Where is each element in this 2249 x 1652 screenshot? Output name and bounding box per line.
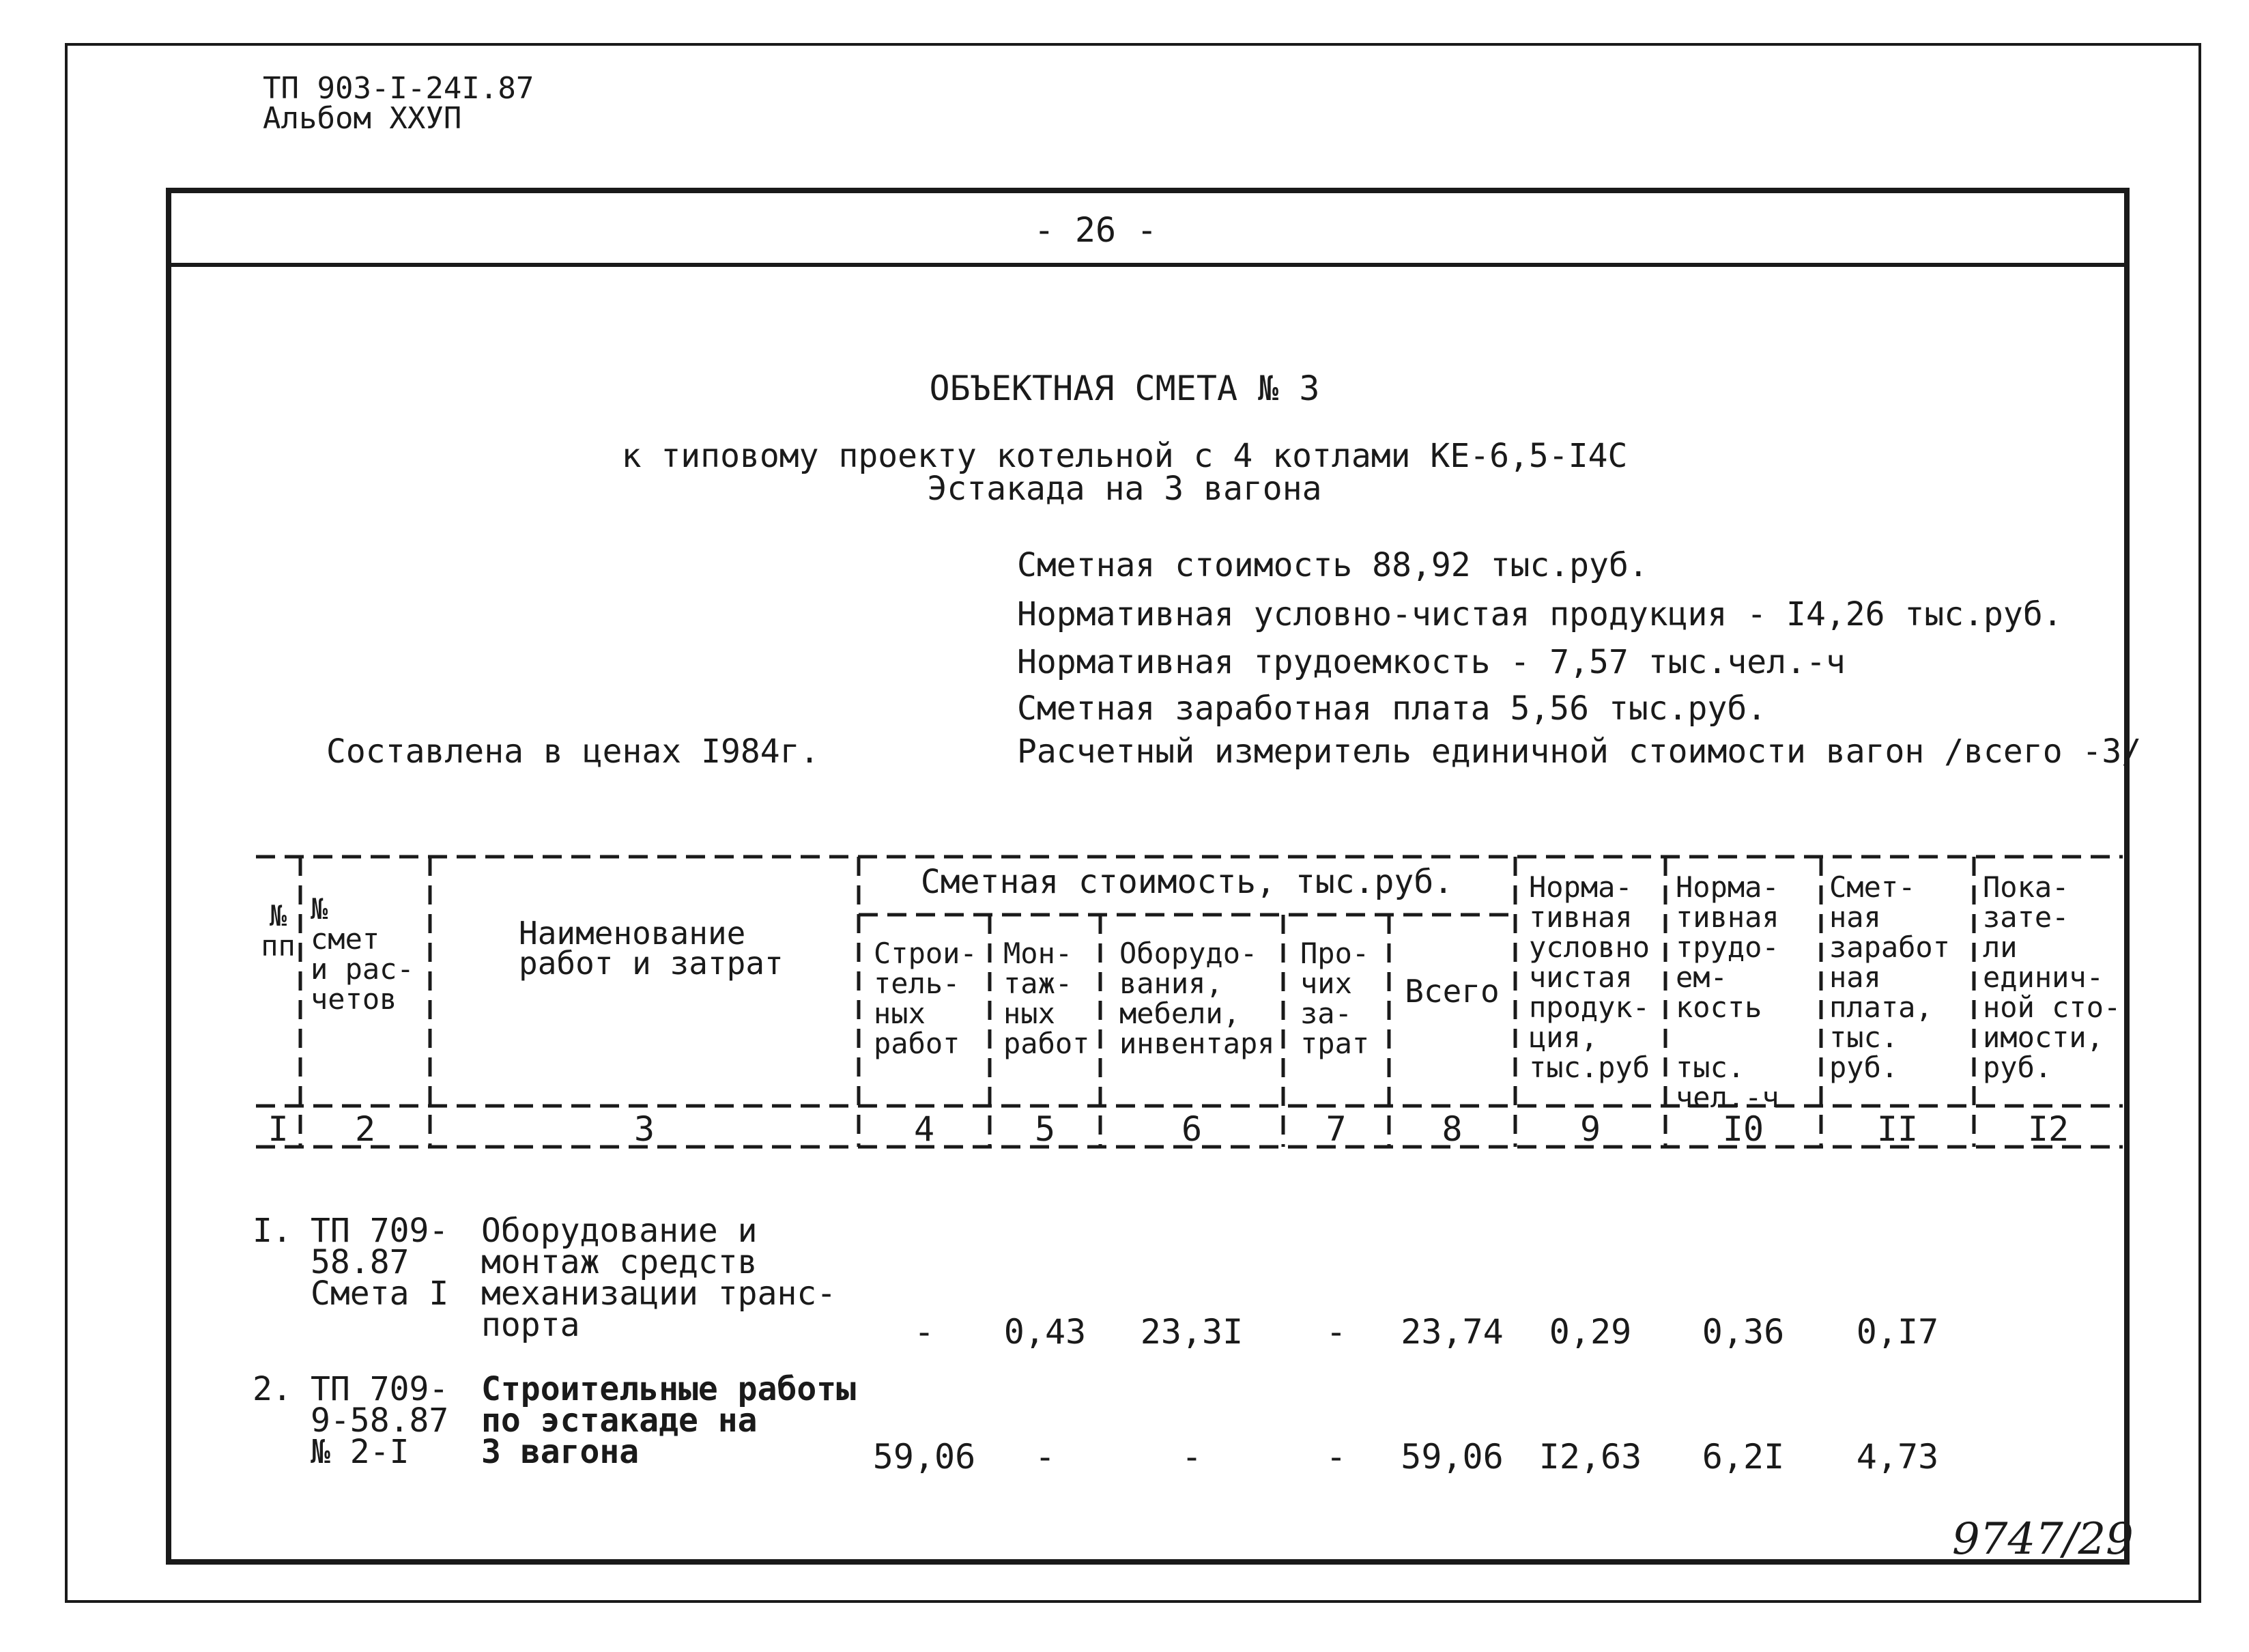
- col-number-7: 7: [1326, 1109, 1347, 1149]
- row1-net-product: 0,29: [1549, 1312, 1632, 1352]
- col-header-construction: Строи- тель- ных работ: [874, 937, 977, 1060]
- row2-labor: 6,2I: [1702, 1437, 1785, 1477]
- col-number-9: 9: [1579, 1109, 1601, 1149]
- row1-other: -: [1326, 1312, 1347, 1352]
- col-number-5: 5: [1034, 1109, 1056, 1149]
- row2-other: -: [1326, 1437, 1347, 1477]
- row2-construction: 59,06: [872, 1437, 976, 1477]
- page-number: - 26 -: [1033, 210, 1158, 250]
- summary-labor: Нормативная трудоемкость - 7,57 тыс.чел.-ч: [1017, 643, 1846, 681]
- archive-stamp: 9747/29: [1952, 1514, 2134, 1565]
- row2-total: 59,06: [1401, 1437, 1504, 1477]
- col-header-name: Наименование работ и затрат: [519, 915, 784, 982]
- col-number-8: 8: [1442, 1109, 1463, 1149]
- object-subtitle: Эстакада на 3 вагона: [927, 470, 1322, 508]
- row1-equipment: 23,3I: [1140, 1312, 1244, 1352]
- summary-wages: Сметная заработная плата 5,56 тыс.руб.: [1017, 689, 1767, 728]
- row1-labor: 0,36: [1702, 1312, 1785, 1352]
- col-header-equipment: Оборудо- вания, мебели, инвентаря: [1119, 937, 1275, 1060]
- document-reference: ТП 903-I-24I.87 Альбом ХХУП: [263, 71, 534, 136]
- col-header-total: Всего: [1405, 973, 1500, 1010]
- col-header-labor: Норма- тивная трудо- ем- кость тыс. чел.-ч: [1676, 870, 1779, 1114]
- cost-group-header: Сметная стоимость, тыс.руб.: [920, 863, 1454, 901]
- col-header-installation: Мон- таж- ных работ: [1003, 937, 1090, 1060]
- project-subtitle: к типовому проекту котельной с 4 котлами КЕ-6,5-I4С: [621, 437, 1628, 475]
- col-header-unit-cost: Пока- зате- ли единич- ной сто- имости, руб.: [1983, 870, 2121, 1084]
- col-header-net-product: Норма- тивная условно чистая продук- ция, тыс.руб: [1529, 870, 1650, 1084]
- row2-wages: 4,73: [1856, 1437, 1939, 1477]
- row1-installation: 0,43: [1003, 1312, 1087, 1352]
- col-number-10: I0: [1722, 1109, 1764, 1149]
- document-title: ОБЪЕКТНАЯ СМЕТА № 3: [929, 369, 1320, 408]
- prices-note: Составлена в ценах I984г.: [326, 732, 820, 771]
- row1-no: I.: [253, 1212, 292, 1250]
- row1-wages: 0,I7: [1856, 1312, 1939, 1352]
- col-number-1: I: [268, 1109, 289, 1149]
- col-number-2: 2: [354, 1109, 376, 1149]
- row2-no: 2.: [253, 1370, 292, 1408]
- row1-estimate-ref: ТП 709- 58.87 Смета I: [311, 1212, 449, 1313]
- col-header-no: № пп: [261, 899, 296, 963]
- row2-net-product: I2,63: [1538, 1437, 1642, 1477]
- summary-net-product: Нормативная условно-чистая продукция - I4,26 тыс.руб.: [1017, 595, 2063, 633]
- row1-construction: -: [913, 1312, 935, 1352]
- col-number-4: 4: [913, 1109, 935, 1149]
- col-header-estimate-no: № смет и рас- четов: [311, 892, 414, 1016]
- summary-cost: Сметная стоимость 88,92 тыс.руб.: [1017, 546, 1648, 584]
- row2-installation: -: [1034, 1437, 1056, 1477]
- col-number-11: II: [1876, 1109, 1919, 1149]
- row1-name: Оборудование и монтаж средств механизации транс- порта: [481, 1212, 837, 1344]
- row2-name: Строительные работы по эстакаде на 3 вагона: [481, 1370, 857, 1471]
- col-header-wages: Смет- ная заработ ная плата, тыс. руб.: [1829, 870, 1951, 1084]
- summary-unit-measure: Расчетный измеритель единичной стоимости вагон /всего -3/: [1017, 732, 2142, 771]
- row2-equipment: -: [1181, 1437, 1203, 1477]
- col-header-other: Про- чих за- трат: [1300, 937, 1370, 1060]
- row1-total: 23,74: [1401, 1312, 1504, 1352]
- col-number-12: I2: [2027, 1109, 2069, 1149]
- col-number-3: 3: [633, 1109, 655, 1149]
- col-number-6: 6: [1181, 1109, 1203, 1149]
- row2-estimate-ref: ТП 709- 9-58.87 № 2-I: [311, 1370, 449, 1471]
